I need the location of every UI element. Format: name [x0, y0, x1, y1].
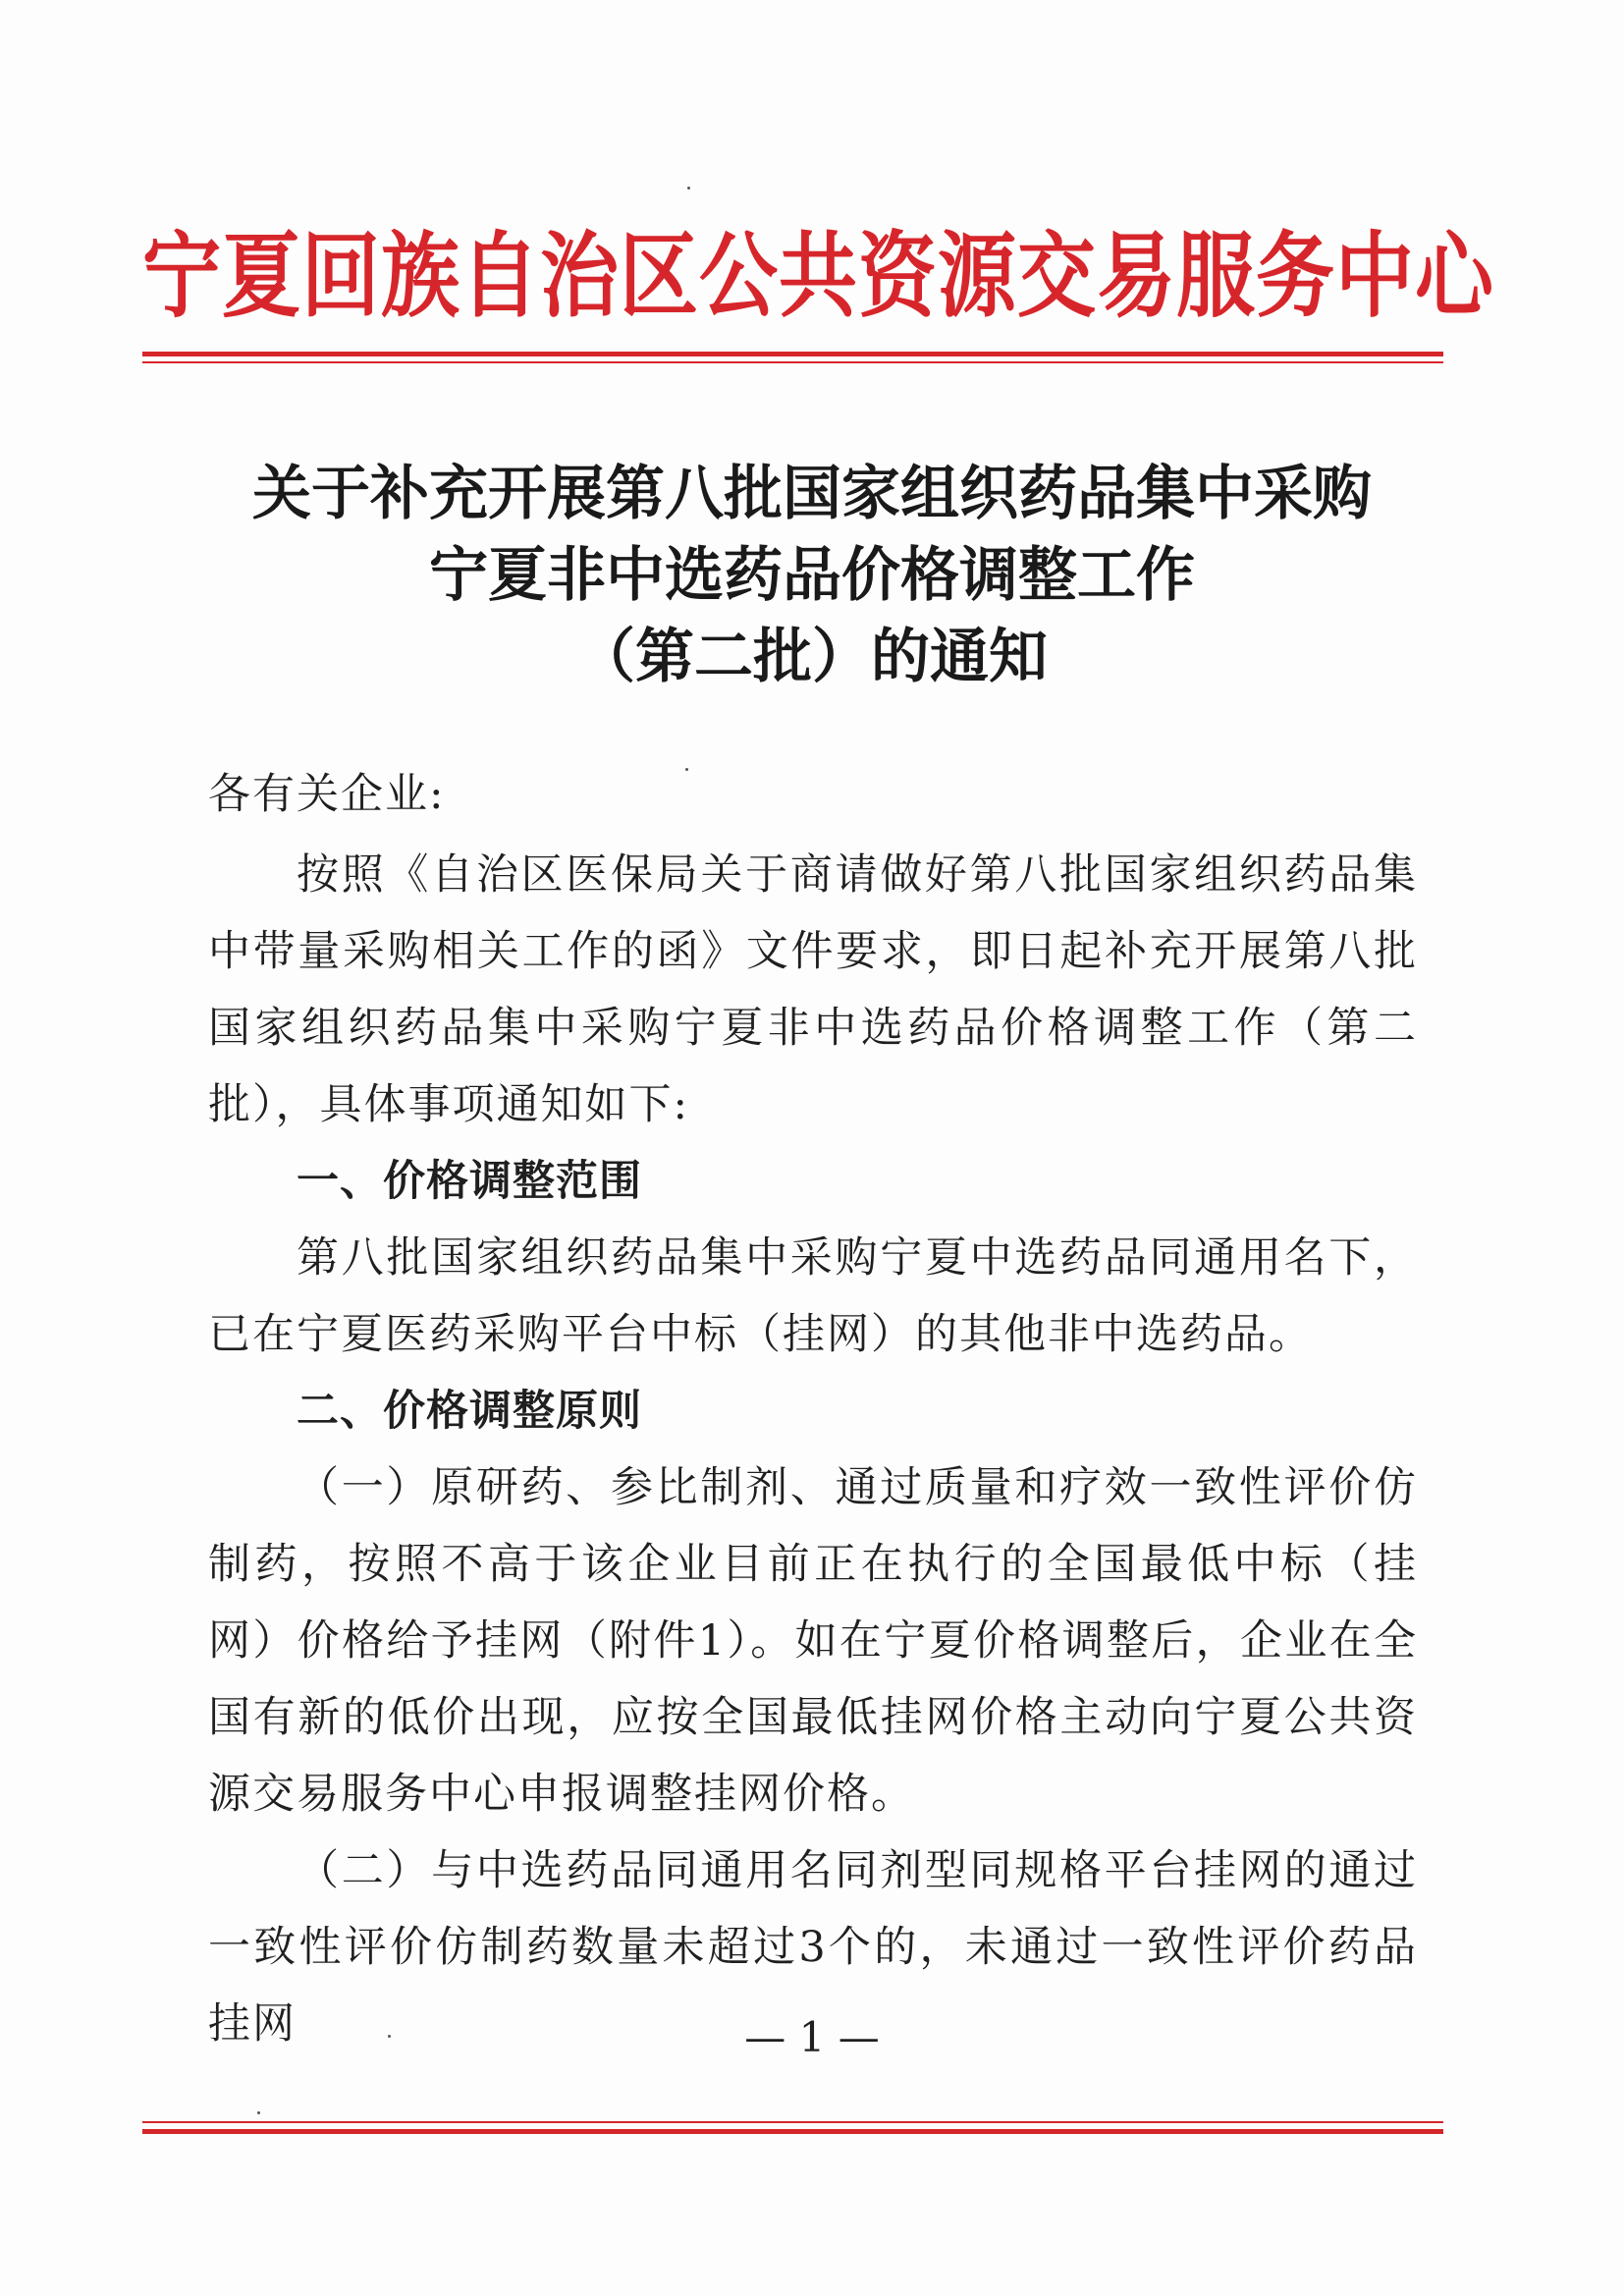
footer-rule-thick	[142, 2129, 1443, 2134]
scan-speck	[257, 2111, 260, 2114]
scan-speck	[687, 187, 690, 190]
section-heading-scope: 一、价格调整范围	[297, 1157, 642, 1206]
document-body	[208, 837, 1418, 2062]
principle-item-1: （一）原研药、参比制剂、通过质量和疗效一致性评价仿制药，按照不高于该企业目前正在执行的全国最低中标（挂网）价格给予挂网（附件1）。如在宁夏价格调整后，企业在全国有新的低价出现，应按全国最低挂网价格主动向宁夏公共资源交易服务中心申报调整挂网价格。	[208, 1463, 1418, 1819]
scope-paragraph: 第八批国家组织药品集中采购宁夏中选药品同通用名下，已在宁夏医药采购平台中标（挂网）的其他非中选药品。	[208, 1233, 1418, 1359]
document-title-line-3: （第二批）的通知	[576, 623, 1048, 691]
document-title-line-1: 关于补充开展第八批国家组织药品集中采购	[252, 460, 1372, 528]
letterhead-title: 宁夏回族自治区公共资源交易服务中心	[142, 222, 1494, 330]
letterhead-rule-thin	[142, 361, 1443, 363]
footer-rule-thin	[142, 2121, 1443, 2123]
scan-speck	[685, 768, 688, 771]
document-title-line-2: 宁夏非中选药品价格调整工作	[429, 541, 1195, 610]
section-heading-principles: 二、价格调整原则	[297, 1387, 642, 1436]
salutation: 各有关企业:	[208, 770, 446, 819]
page-number: — 1 —	[744, 2013, 880, 2061]
letterhead-rule-thick	[142, 352, 1443, 356]
scan-speck	[388, 2035, 391, 2038]
intro-paragraph: 按照《自治区医保局关于商请做好第八批国家组织药品集中带量采购相关工作的函》文件要求，即日起补充开展第八批国家组织药品集中采购宁夏非中选药品价格调整工作（第二批），具体事项通知如下:	[208, 850, 1418, 1129]
principle-item-2: （二）与中选药品同通用名同剂型同规格平台挂网的通过一致性评价仿制药数量未超过3个的，未通过一致性评价药品挂网	[208, 1846, 1418, 2049]
